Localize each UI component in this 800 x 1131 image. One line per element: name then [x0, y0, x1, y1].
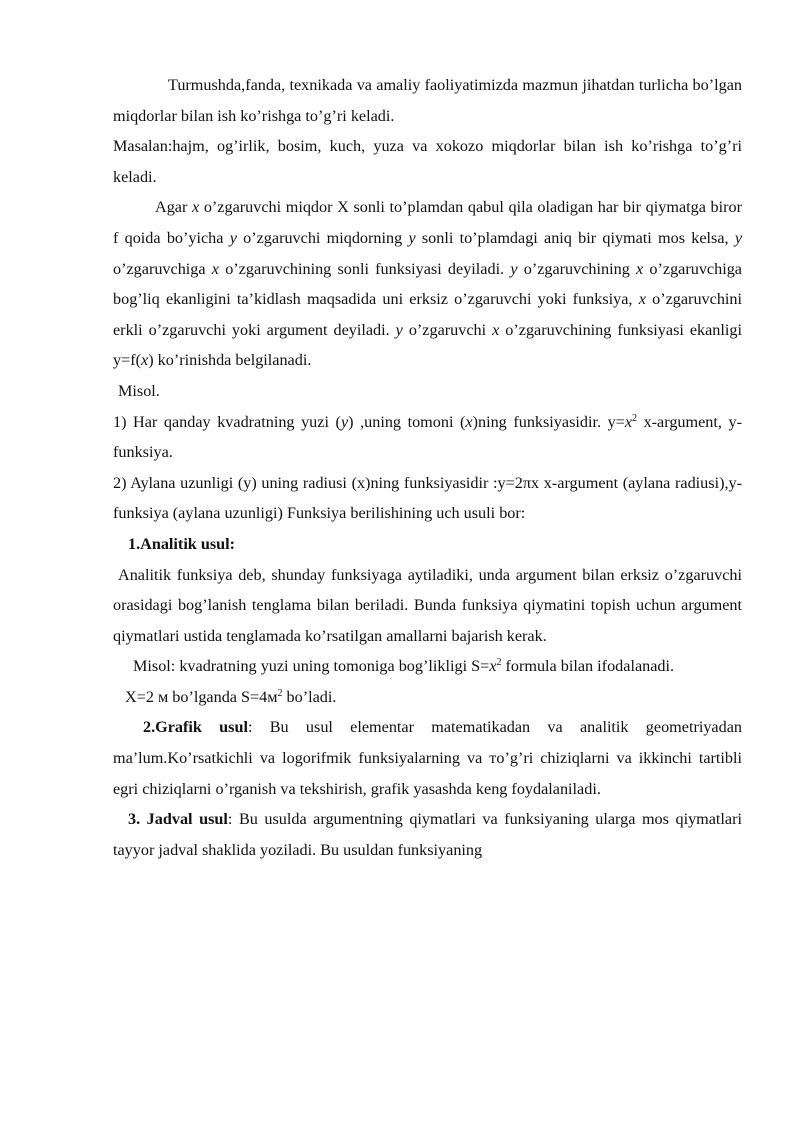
- var-y: y: [340, 412, 349, 431]
- var-x: x: [638, 290, 646, 309]
- paragraph-function-definition: [113, 192, 742, 376]
- text: )ning funksiyasidir. y=: [472, 412, 625, 431]
- text: bo’ladi.: [282, 687, 337, 706]
- var-y: y: [229, 228, 237, 247]
- var-x: x: [465, 412, 473, 431]
- heading-graphic-method: 2.Grafik usul: [143, 718, 248, 737]
- text: ) ,uning tomoni (: [348, 412, 466, 431]
- text: x-argument, y-funksiya.: [113, 412, 742, 462]
- text: : Bu usulda argumentning qiymatlari va funksiyaning ularga mos qiymatlari tayyor jadval shaklida yoziladi. Bu usuldan funksiyaning: [113, 810, 743, 859]
- text: ) ko’rinishda belgilanadi.: [148, 351, 312, 370]
- text: o’zgaruvchini erkli o’zgaruvchi yoki argument deyiladi.: [113, 290, 742, 339]
- superscript: 2: [277, 687, 283, 699]
- heading-table-method: 3. Jadval usul: [128, 810, 228, 829]
- superscript: 2: [632, 412, 637, 424]
- var-x: x: [141, 351, 149, 370]
- text: Agar: [155, 198, 192, 217]
- var-y: y: [395, 320, 403, 339]
- var-y: y: [408, 228, 416, 247]
- heading-analytic-method: 1.Analitik usul:: [128, 534, 236, 553]
- text: o’zgaruvchiga bog’liq ekanligini ta’kidlash maqsadida uni erksiz o’zgaruvchi yoki funksiya,: [113, 259, 742, 309]
- var-x: x: [624, 412, 632, 431]
- text: Misol: kvadratning yuzi uning tomoniga bog’likligi S=: [133, 657, 490, 676]
- text: : Bu usul elementar matematikadan va analitik geometriyadan ma’lum.Ko’rsatkichli va logorifmik funksiyalarning va тo’g’ri chiziqlarni va ikkinchi tartibli egri chiziqlarni o’rganish va tekshirish, grafik yasashda keng foydalaniladi.: [113, 718, 742, 798]
- text: sonli to’plamdagi aniq bir qiymati mos kelsa,: [415, 228, 735, 247]
- text: X=2 м bo’lganda S=4м: [125, 687, 278, 706]
- text: o’zgaruvchiga: [113, 259, 212, 278]
- text: formula bilan ifodalanadi.: [501, 657, 675, 676]
- text: 1) Har qanday kvadratning yuzi (: [113, 412, 341, 431]
- var-x: x: [636, 259, 644, 278]
- example-circle-length: 2) Aylana uzunligi (y) uning radiusi (x)ning funksiyasidir :y=2πx x-argument (aylana radiusi),y-funksiya (aylana uzunligi) Funksiya berilishining uch usuli bor:: [113, 473, 742, 523]
- var-x: x: [192, 198, 200, 217]
- text: o’zgaruvchi miqdor X sonli to’plamdan qabul qila oladigan har bir qiymatga biror f qoida bo’yicha: [113, 198, 743, 247]
- superscript: 2: [496, 657, 502, 669]
- text: o’zgaruvchi: [402, 320, 493, 339]
- paragraph-intro: Turmushda,fanda, texnikada va amaliy faoliyatimizda mazmun jihatdan turlicha bo’lgan miqdorlar bilan ish ko’rishga to’g’ri keladi.: [113, 76, 742, 125]
- text: o’zgaruvchining funksiyasi ekanligi y=f(: [113, 320, 742, 370]
- paragraph-analytic-method: Analitik funksiya deb, shunday funksiyaga aytiladiki, unda argument bilan erksiz o’zgaruvchi orasidagi bog’lanish tenglama bilan beriladi. Bunda funksiya qiymatini topish uchun argument qiymatlari ustida tenglamada ko’rsatilgan amallarni bajarish kerak.: [113, 565, 742, 645]
- var-y: y: [510, 259, 518, 278]
- text: o’zgaruvchining: [517, 259, 637, 278]
- var-y: y: [734, 228, 742, 247]
- misol-label: Misol.: [118, 381, 160, 400]
- paragraph-analytic-result: [113, 682, 742, 713]
- var-x: x: [211, 259, 219, 278]
- paragraph-graphic-method: [113, 712, 742, 804]
- paragraph-example-quantities: Masalan:hajm, og’irlik, bosim, kuch, yuza va xokozo miqdorlar bilan ish ko’rishga to’g’ri keladi.: [113, 137, 742, 186]
- paragraph-analytic-example: [113, 651, 742, 682]
- paragraph-table-method: [113, 804, 742, 865]
- text: o’zgaruvchining sonli funksiyasi deyiladi.: [218, 259, 511, 278]
- var-x: x: [492, 320, 500, 339]
- var-x: x: [489, 657, 497, 676]
- example-square-area: [113, 407, 742, 468]
- text: o’zgaruvchi miqdorning: [236, 228, 409, 247]
